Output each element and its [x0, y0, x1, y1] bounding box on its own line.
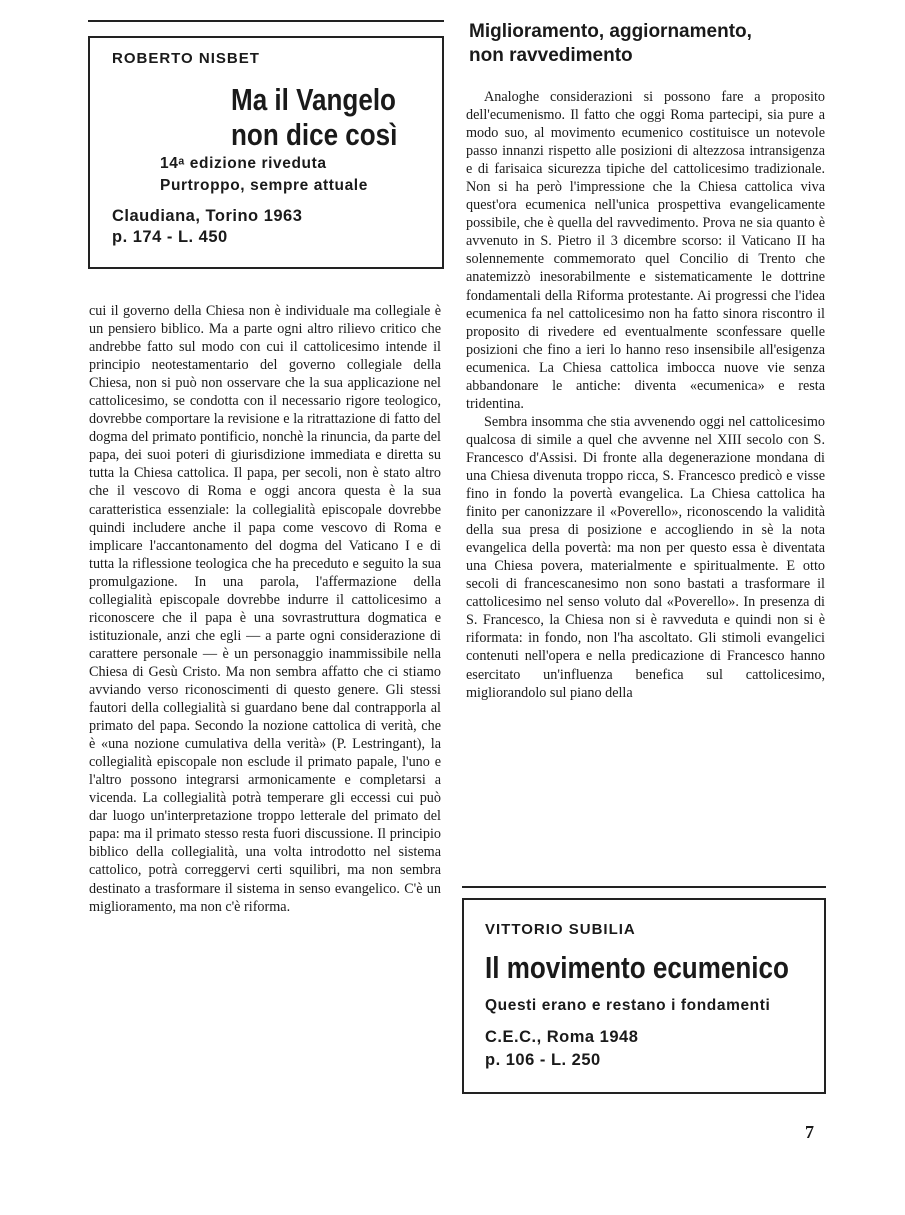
ad-author: ROBERTO NISBET: [112, 50, 260, 67]
book-ad-subilia: [462, 898, 826, 1094]
left-column-text: [89, 302, 441, 1096]
bottom-ad-rule: [462, 886, 826, 888]
right-paragraph-1: Analoghe considerazioni si possono fare a proposito dell'ecumenismo. Il fatto che oggi Roma partecipi, sia pure a modo suo, al movimento ecumenico costituisce un notevole passo innanzi rispetto alle posizioni di altezzosa intransigenza e di farisaica sicurezza tipiche del cattolicesimo tradizionale. Non si ha però l'impressione che la Chiesa cattolica viva quest'ora ecumenica nell'unica prospettiva evangelicamente possibile, che è quella del ravvedimento. Prova ne sia quanto è avvenuto in S. Pietro il 3 dicembre scorso: il Vaticano II ha solennemente commemorato quel Concilio di Trento che anatemizzò inesorabilmente e sistematicamente le dottrine fondamentali della Riforma protestante. Ai progressi che l'idea ecumenica fa nel cattolicesimo non ha fatto sinora riscontro il proposito di rivedere ed eventualmente sconfessare quelle posizioni che fino a ieri lo hanno reso insensibile all'esigenza ecumenica. La Chiesa cattolica imbocca nuove vie senza abbandonare le antiche: diventa «ecumenica» e resta tridentina.: [466, 89, 825, 412]
ad-publisher: C.E.C., Roma 1948: [485, 1028, 639, 1046]
page-number: 7: [805, 1122, 814, 1142]
right-paragraph-2: Sembra insomma che stia avvenendo oggi nel cattolicesimo qualcosa di simile a quel che avvenne nel XIII secolo con S. Francesco d'Assisi. Di fronte alla degenerazione mondana di una Chiesa divenuta troppo ricca, S. Francesco predicò e visse fino in fondo la povertà evangelica. La Chiesa cattolica ha finito per canonizzare il «Poverello», riconoscendo la validità della sua presa di posizione e accogliendo in sè la nota evangelica della povertà: ma non per questo essa è diventata una Chiesa povera, materialmente e spiritualmente. E otto secoli di francescanesimo non sono bastati a trasformare il cattolicesimo nel senso voluto dal «Poverello». In presenza di S. Francesco, la Chiesa non si è ravveduta e quindi non si è riformata: in fondo, non l'ha ascoltato. Gli stimoli evangelici contenuti nell'opera e nella predicazione di Francesco hanno esercitato un'influenza benefica sul cattolicesimo, migliorandolo sul piano della: [466, 413, 825, 701]
ad-pages-price: p. 174 - L. 450: [112, 228, 228, 246]
left-paragraph: cui il governo della Chiesa non è individuale ma collegiale è un pensiero biblico. Ma a parte ogni altro rilievo critico che andrebbe fatto sul modo con cui il cattolicesimo intende il principio neotestamentario del governo collegiale della Chiesa, non si può non osservare che la sua applicazione nel cattolicesimo, se condotta con il necessario rigore teologico, dovrebbe comportare la revisione e la ritrattazione di fatto del dogma del primato pontificio, nonchè la rinuncia, da parte del papa, dei suoi poteri di giurisdizione immediata e diretta su tutta la Chiesa cattolica. Il papa, per secoli, non è stato altro che il vescovo di Roma e oggi ancora questa è la sua caratteristica essenziale: la collegialità episcopale dovrebbe quindi includere anche il papa come vescovo di Roma e implicare l'accantonamento del dogma del Vaticano I e di tutta la riflessione teologica che ha preceduto e seguito la sua promulgazione. In una parola, l'affermazione della collegialità episcopale dovrebbe indurre il cattolicesimo a riconoscere che il papa è una sovrastruttura dogmatica e istituzionale, anzi che egli — a parte ogni considerazione di carattere personale — è un personaggio inammissibile nella Chiesa di Gesù Cristo. Ma non sembra affatto che ci stiamo avviando verso riconoscimenti di questo genere. Gli stessi fautori della collegialità si guardano bene dal contrapporla al primato del papa. Secondo la nozione cattolica di verità, che è «una nozione cumulativa della verità» (P. Lestringant), la collegialità episcopale non esclude il primato papale, l'uno e l'altro possono integrarsi armonicamente e completarsi a vicenda. La collegialità potrà temperare gli eccessi cui può dar luogo un'interpretazione troppo letterale del primato del papa: ma il primato stesso resta fuori discussione. Il principio biblico della collegialità, una volta introdotto nel sistema cattolico, potrà correggervi certi squilibri, ma non sembra destinato a trasformare il sistema in senso evangelico. C'è un miglioramento, ma non c'è riforma.: [89, 303, 441, 915]
ad-publisher: Claudiana, Torino 1963: [112, 207, 303, 225]
right-column-text: [466, 88, 825, 866]
book-ad-nisbet: [88, 36, 444, 269]
ad-author: VITTORIO SUBILIA: [485, 921, 636, 938]
ad-subtitle-line2: Purtroppo, sempre attuale: [160, 177, 368, 194]
ad-subtitle-line1: 14ᵃ edizione riveduta: [160, 155, 327, 172]
ad-title: Il movimento ecumenico: [485, 950, 789, 985]
heading-line1: Miglioramento, aggiornamento,: [469, 21, 752, 42]
ad-subtitle: Questi erano e restano i fondamenti: [485, 997, 771, 1014]
article-heading: [469, 20, 829, 68]
ad-title-line2: non dice così: [231, 117, 398, 152]
ad-title-line1: Ma il Vangelo: [231, 82, 396, 117]
heading-line2: non ravvedimento: [469, 45, 633, 66]
top-rule: [88, 20, 444, 22]
ad-pages-price: p. 106 - L. 250: [485, 1051, 601, 1069]
